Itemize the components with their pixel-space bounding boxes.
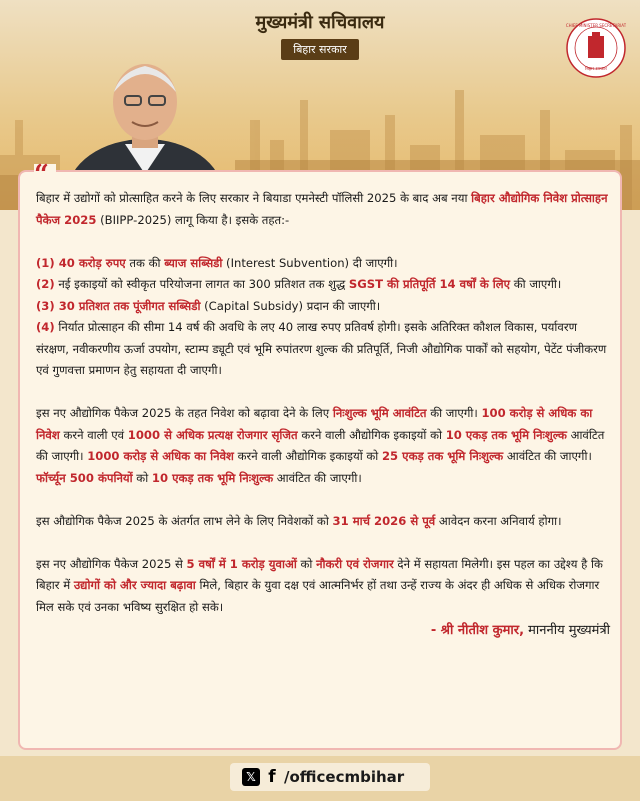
employment-paragraph: इस नए औद्योगिक पैकेज 2025 से 5 वर्षों में 1 करोड़ युवाओं को नौकरी एवं रोजगार देने में सहायता मिलेगी। इस पहल का उद्देश्य है कि बिहार में उद्योगों को और ज्यादा बढ़ावा मिले, बिहार के युवा दक्ष एवं आत्मनिर्भर हों तथा उन्हें राज्य के अंदर ही अधिक से अधिक रोजगार मिल सके एवं उनका भविष्य सुरक्षित हो सके। — [36, 556, 603, 614]
benefit-item-3: (3) 30 प्रतिशत तक पूंजीगत सब्सिडी (Capital Subsidy) प्रदान की जाएगी। — [36, 298, 381, 313]
facebook-icon[interactable]: f — [268, 767, 276, 787]
benefit-item-1: (1) 40 करोड़ रुपए तक की ब्याज सब्सिडी (Interest Subvention) दी जाएगी। — [36, 255, 398, 270]
social-handle[interactable]: /officecmbihar — [284, 768, 405, 786]
announcement-card — [18, 160, 622, 750]
seal-text-bottom: बिहार सरकार — [585, 67, 607, 72]
announcement-text — [36, 188, 610, 642]
header-title: मुख्यमंत्री सचिवालय — [255, 12, 385, 33]
land-allotment-paragraph: इस नए औद्योगिक पैकेज 2025 के तहत निवेश को बढ़ावा देने के लिए निःशुल्क भूमि आवंटित की जाएगी। 100 करोड़ से अधिक का निवेश करने वाली एवं 1000 से अधिक प्रत्यक्ष रोजगार सृजित करने वाली औद्योगिक इकाइयों को 10 एकड़ तक भूमि निःशुल्क आवंटित की जाएगी। 1000 करोड़ से अधिक का निवेश करने वाली औद्योगिक इकाइयों को 25 एकड़ तक भूमि निःशुल्क आवंटित की जाएगी। फॉर्च्यून 500 कंपनियों को 10 एकड़ तक भूमि निःशुल्क आवंटित की जाएगी। — [36, 406, 605, 485]
header-subtitle: बिहार सरकार — [281, 39, 359, 60]
signature: - श्री नीतीश कुमार, माननीय मुख्यमंत्री — [430, 623, 610, 638]
benefit-item-2: (2) नई इकाइयों को स्वीकृत परियोजना लागत का 300 प्रतिशत तक शुद्ध SGST की प्रतिपूर्ति 14 वर्षों के लिए की जाएगी। — [36, 277, 562, 291]
intro-paragraph: बिहार में उद्योगों को प्रोत्साहित करने के लिए सरकार ने बियाडा एमनेस्टी पॉलिसी 2025 के बाद अब नया बिहार औद्योगिक निवेश प्रोत्साहन पैकेज 2025 (BIIPP-2025) लागू किया है। इसके तहत:- — [36, 191, 608, 227]
deadline-paragraph: इस औद्योगिक पैकेज 2025 के अंतर्गत लाभ लेने के लिए निवेशकों को 31 मार्च 2026 से पूर्व आवेदन करना अनिवार्य होगा। — [36, 513, 562, 528]
x-twitter-icon[interactable]: 𝕏 — [242, 768, 260, 786]
social-handle-bar[interactable] — [230, 763, 430, 791]
secretariat-seal — [566, 18, 626, 78]
footer — [0, 756, 640, 801]
quote-mark-icon: “ — [34, 164, 56, 186]
benefit-item-4: (4) निर्यात प्रोत्साहन की सीमा 14 वर्ष की अवधि के लए 40 लाख रुपए प्रतिवर्ष होगी। इसके अतिरिक्त कौशल विकास, पर्यावरण संरक्षण, नवीकरणीय ऊर्जा उपयोग, स्टाम्प ड्यूटी एवं भूमि रुपांतरण शुल्क की प्रतिपूर्ति, निजी औद्योगिक पार्कों को सहयोग, पेटेंट पंजीकरण एवं गुणवत्ता प्रमाणन हेतु सहायता दी जाएगी। — [36, 320, 607, 377]
seal-text-top: CHIEF MINISTER SECRETARIAT — [566, 23, 626, 28]
chief-minister-portrait — [70, 44, 220, 184]
